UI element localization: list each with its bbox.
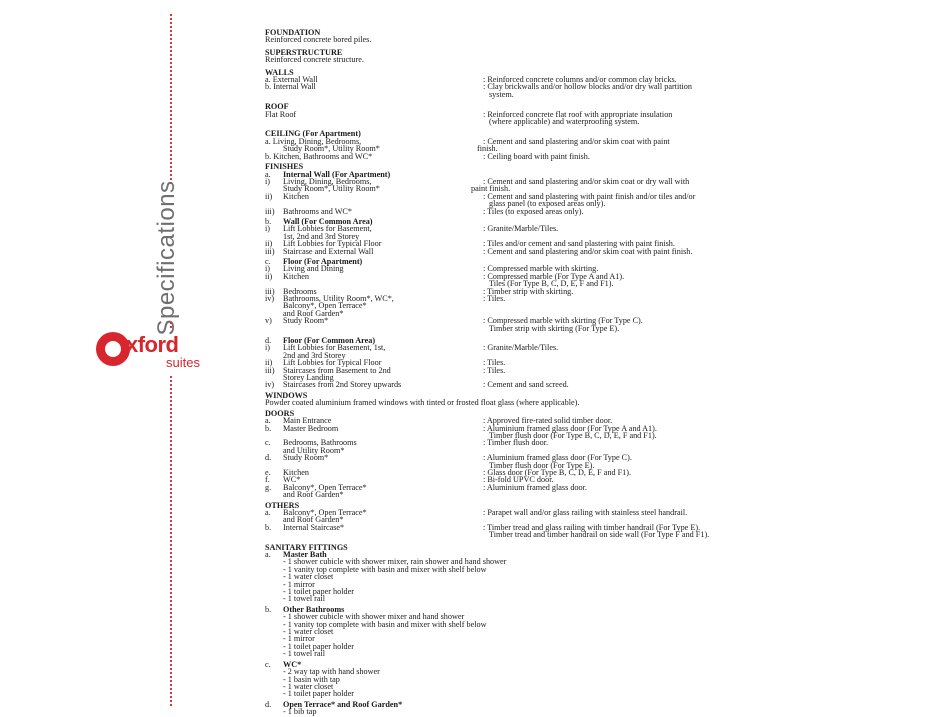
list-item: - 1 towel rail [283,649,326,659]
spec-row: and Roof Garden* [283,515,344,525]
spec-row: a. Balcony*, Open Terrace* : Parapet wall and/or glass railing with stainless steel handrail. [265,507,688,517]
subsection-title: a. Internal Wall (For Apartment) [265,169,391,179]
list-item: - 1 mirror [283,579,315,589]
sidebar-title: Specifications [153,180,180,336]
list-item: - 1 water closet [283,572,334,582]
dotted-divider-top [170,14,172,184]
spec-row: b. Master Bedroom : Aluminium framed glass door (For Type A and A1). [265,423,657,433]
spec-row: Study Room*, Utility Room* finish. [283,144,498,154]
spec-row: d. Study Room* : Aluminium framed glass door (For Type C). [265,453,632,463]
spec-row: i) Lift Lobbies for Basement, 1st, : Granite/Marble/Tiles. [265,343,559,353]
spec-row: Study Room*, Utility Room* paint finish. [283,184,511,194]
spec-row: a. Main Entrance : Approved fire-rated solid timber door. [265,416,613,426]
section-title: CEILING (For Apartment) [265,129,361,139]
spec-row: ii) Kitchen : Cement and sand plastering with paint finish and/or tiles and/or [265,191,696,201]
spec-row: ii) Kitchen : Compressed marble (For Type A and A1). [265,271,625,281]
fitting-list [265,708,830,715]
spec-row: system. [489,89,514,99]
oxford-suites-logo [96,328,214,370]
spec-content [265,29,830,716]
spec-row: and Roof Garden* [283,308,344,318]
spec-row: 1st, 2nd and 3rd Storey [283,231,360,241]
list-item: - 2 way tap with hand shower [283,667,380,677]
section-text: Reinforced concrete structure. [265,55,364,65]
spec-row: g. Balcony*, Open Terrace* : Aluminium framed glass door. [265,482,587,492]
section-title: DOORS [265,408,295,418]
section-title: OTHERS [265,500,300,510]
subsection-title: d. Open Terrace* and Roof Garden* [265,699,403,709]
spec-row: Flat Roof : Reinforced concrete flat roof with appropriate insulation [265,109,673,119]
spec-row: v) Study Room* : Compressed marble with skirting (For Type C). [265,316,643,326]
list-item: - 1 mirror [283,634,315,644]
section-title: ROOF [265,102,289,112]
spec-row: i) Living and Dining : Compressed marble with skirting. [265,264,599,274]
list-item: - 1 water closet [283,627,334,637]
spec-row: Timber flush door (For Type B, C, D, E, F and F1). [489,430,657,440]
dotted-divider-bottom [170,376,172,706]
spec-row: Timber flush door (For Type E). [489,460,595,470]
spec-row: iii) Staircases from Basement to 2nd : Tiles. [265,365,506,375]
spec-row: b. Internal Staircase* : Timber tread and glass railing with timber handrail (For Type E). [265,522,701,532]
logo-sub: suites [166,355,200,370]
subsection-title: b. Wall (For Common Area) [265,216,373,226]
section-text: Powder coated aluminium framed windows with tinted or frosted float glass (where applicable). [265,398,580,408]
spec-row: iii) Staircase and External Wall : Cement and sand plastering and/or skim coat with paint finish. [265,246,693,256]
list-item: - 1 toilet paper holder [283,689,354,699]
list-item: - 1 towel rail [283,594,326,604]
spec-row: Tiles (For Type B, C, D, E, F and F1). [489,279,614,289]
spec-row: b. Internal Wall : Clay brickwalls and/or hollow blocks and/or dry wall partition [265,82,692,92]
spec-row: a. Living, Dining, Bedrooms, : Cement and sand plastering and/or skim coat with paint [265,136,670,146]
subsection-title: c. WC* [265,659,302,669]
spec-row: ii) Lift Lobbies for Typical Floor : Tiles. [265,358,506,368]
list-item: - 1 vanity top complete with basin and mixer with shelf below [283,619,487,629]
fitting-list [265,668,830,698]
spec-row: and Utility Room* [283,445,345,455]
spec-row: Storey Landing [283,373,334,383]
spec-row: ii) Lift Lobbies for Typical Floor : Tiles and/or cement and sand plastering with paint finish. [265,239,675,249]
spec-row: and Roof Garden* [283,490,344,500]
spec-row: Timber strip with skirting (For Type E). [489,323,620,333]
spec-row: i) Lift Lobbies for Basement, : Granite/Marble/Tiles. [265,224,559,234]
list-item: - 1 bib tap [283,707,317,717]
spec-row: iii) Bedrooms : Timber strip with skirting. [265,286,574,296]
spec-row: b. Kitchen, Bathrooms and WC* : Ceiling board with paint finish. [265,151,590,161]
spec-row: c. Bedrooms, Bathrooms : Timber flush door. [265,438,549,448]
spec-row: (where applicable) and waterproofing system. [489,117,640,127]
list-item: - 1 shower cubicle with shower mixer and hand shower [283,612,465,622]
list-item: - 1 toilet paper holder [283,587,354,597]
spec-row: iii) Bathrooms and WC* : Tiles (to exposed areas only). [265,206,584,216]
section-text: Reinforced concrete bored piles. [265,35,372,45]
spec-row: glass panel (to exposed areas only). [489,199,606,209]
section-title: FINISHES [265,162,304,172]
section-title: SANITARY FITTINGS [265,542,348,552]
subsection-title: c. Floor (For Apartment) [265,256,363,266]
spec-row: iv) Bathrooms, Utility Room*, WC*, : Tiles. [265,294,506,303]
spec-row: i) Living, Dining, Bedrooms, : Cement and sand plastering and/or skim coat or dry wall with [265,176,690,186]
section-title: WALLS [265,67,294,77]
list-item: - 1 toilet paper holder [283,641,354,651]
spec-row: iv) Staircases from 2nd Storey upwards : Cement and sand screed. [265,380,569,390]
list-item: - 1 basin with tap [283,674,340,684]
spec-row: Timber tread and timber handrail on side wall (For Type F and F1). [489,530,710,540]
spec-row: f. WC* : Bi-fold UPVC door. [265,475,554,485]
list-item: - 1 shower cubicle with shower mixer, rain shower and hand shower [283,557,507,567]
logo-word: xford [126,332,179,357]
spec-row: a. External Wall : Reinforced concrete columns and/or common clay bricks. [265,75,677,85]
list-item: - 1 vanity top complete with basin and mixer with shelf below [283,564,487,574]
list-item: - 1 water closet [283,681,334,691]
subsection-title: b. Other Bathrooms [265,604,345,614]
fitting-list [265,613,830,657]
subsection-title: a. Master Bath [265,550,327,559]
spec-row: e. Kitchen : Glass door (For Type B, C, D, E, F and F1). [265,467,632,477]
fitting-list [265,558,830,602]
spec-row: 2nd and 3rd Storey [283,350,346,360]
section-title: WINDOWS [265,390,308,400]
section-title: SUPERSTRUCTURE [265,47,343,57]
logo-o-icon [96,332,130,366]
subsection-title: d. Floor (For Common Area) [265,336,376,346]
spec-row: Balcony*, Open Terrace* [283,301,367,311]
section-title: FOUNDATION [265,28,321,37]
